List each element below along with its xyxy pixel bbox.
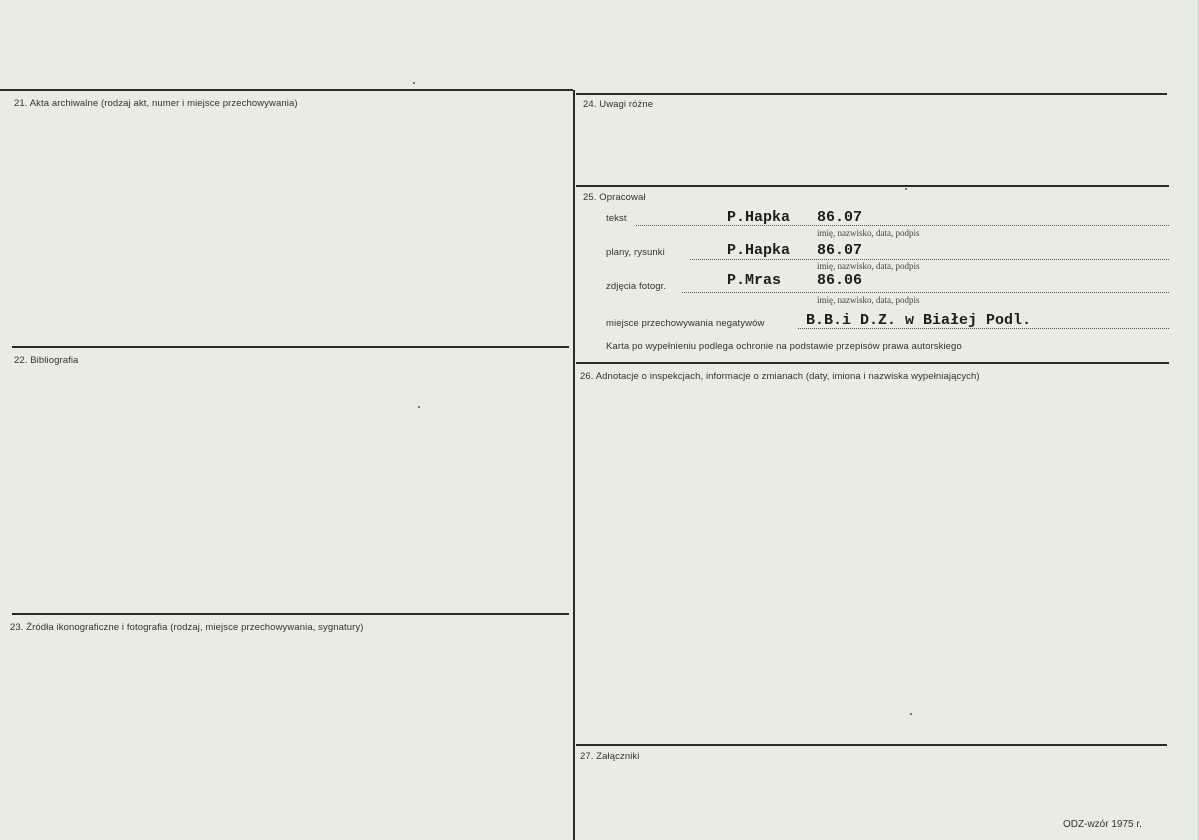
row-tekst-line xyxy=(636,225,1169,226)
row-zdjecia-caption: imię, nazwisko, data, podpis xyxy=(817,295,920,305)
row-zdjecia-name: P.Mras xyxy=(727,272,782,289)
top-rule-left xyxy=(0,89,573,91)
row-plany-label: plany, rysunki xyxy=(606,247,665,258)
section-26-label: 26. Adnotacje o inspekcjach, informacje o zmianach (daty, imiona i nazwiska wypełniających) xyxy=(580,371,980,382)
section-27-label: 27. Załączniki xyxy=(580,751,640,762)
rule-23-top xyxy=(12,613,569,615)
rule-22-top xyxy=(12,346,569,348)
row-tekst-label: tekst xyxy=(606,213,627,224)
row-zdjecia-date: 86.06 xyxy=(817,272,863,289)
row-plany-name: P.Hapka xyxy=(727,242,791,259)
row-tekst-name: P.Hapka xyxy=(727,209,791,226)
copyright-note: Karta po wypełnieniu podlega ochronie na podstawie przepisów prawa autorskiego xyxy=(606,341,962,352)
scan-speck xyxy=(910,713,912,715)
row-zdjecia-label: zdjęcia fotogr. xyxy=(606,281,667,292)
negatives-label: miejsce przechowywania negatywów xyxy=(606,318,765,329)
scan-speck xyxy=(413,82,415,84)
section-23-label: 23. Źródła ikonograficzne i fotografia (rodzaj, miejsce przechowywania, sygnatury) xyxy=(10,622,364,633)
negatives-value: B.B.i D.Z. w Białej Podl. xyxy=(806,312,1032,329)
row-plany-line xyxy=(690,259,1169,260)
section-25-label: 25. Opracował xyxy=(583,192,646,203)
section-24-label: 24. Uwagi różne xyxy=(583,99,654,110)
section-22-label: 22. Bibliografia xyxy=(14,355,79,366)
row-plany-date: 86.07 xyxy=(817,242,863,259)
row-plany-caption: imię, nazwisko, data, podpis xyxy=(817,261,920,271)
form-id: ODZ-wzór 1975 r. xyxy=(1063,819,1142,830)
row-tekst-date: 86.07 xyxy=(817,209,863,226)
top-rule-right xyxy=(576,93,1167,95)
rule-27-top xyxy=(576,744,1167,746)
section-21-label: 21. Akta archiwalne (rodzaj akt, numer i miejsce przechowywania) xyxy=(14,98,298,109)
row-zdjecia-line xyxy=(682,292,1169,293)
scan-speck xyxy=(905,188,907,190)
rule-26-top xyxy=(576,362,1169,364)
rule-25-top xyxy=(576,185,1169,187)
center-divider xyxy=(573,90,575,840)
row-tekst-caption: imię, nazwisko, data, podpis xyxy=(817,228,920,238)
scan-speck xyxy=(418,406,420,408)
